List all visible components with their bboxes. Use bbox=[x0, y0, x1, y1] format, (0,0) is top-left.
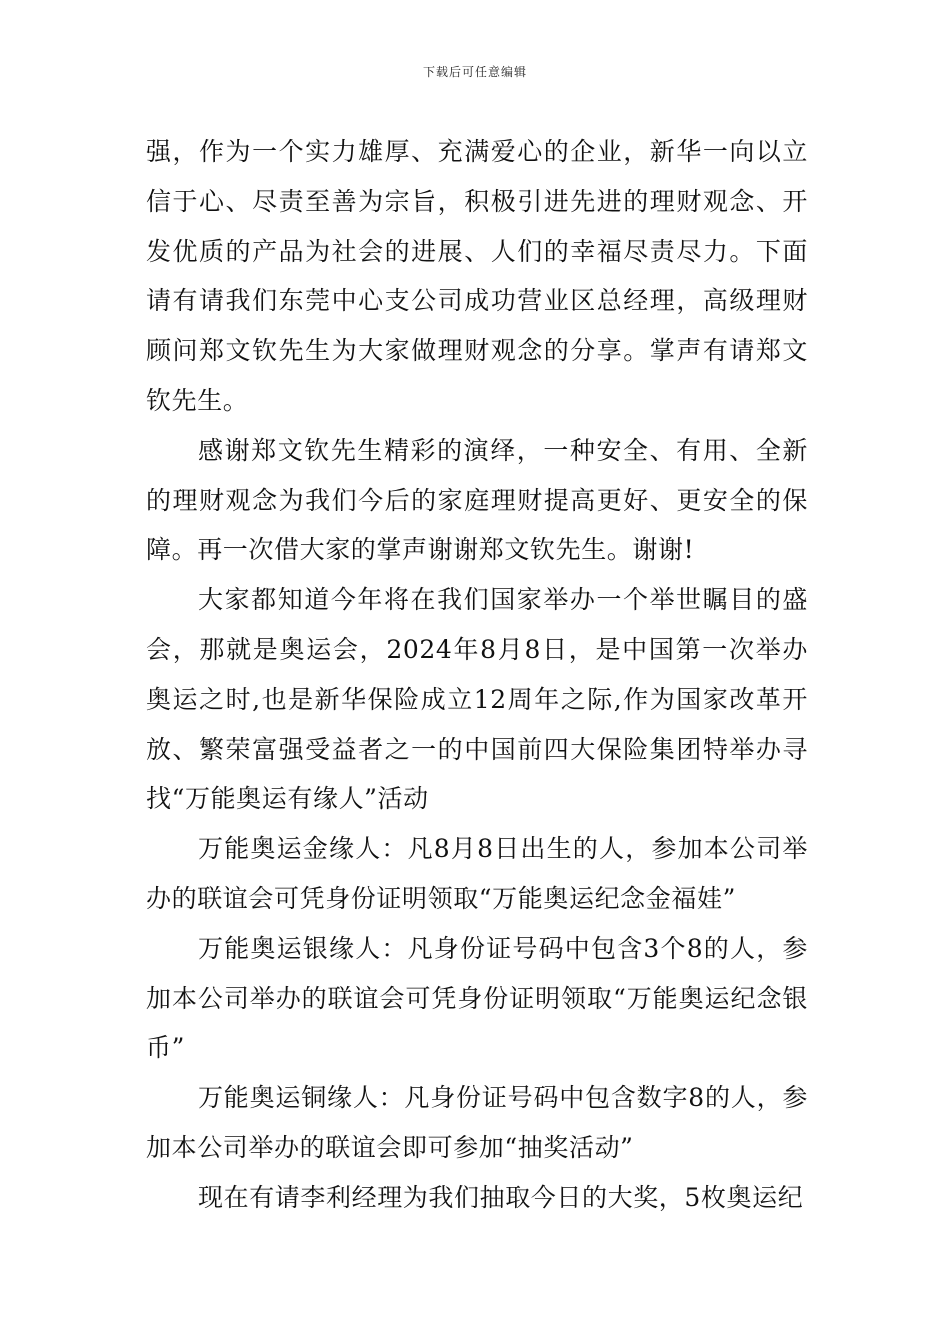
paragraph-continuation: 强，作为一个实力雄厚、充满爱心的企业，新华一向以立信于心、尽责至善为宗旨，积极引进先进的理财观念、开发优质的产品为社会的进展、人们的幸福尽责尽力。下面请有请我们东莞中心支公司成功营业区总经理，高级理财顾问郑文钦先生为大家做理财观念的分享。掌声有请郑文钦先生。 bbox=[146, 137, 808, 415]
page-header: 下载后可任意编辑 bbox=[422, 65, 527, 79]
paragraph-gold: 万能奥运金缘人：凡8月8日出生的人，参加本公司举办的联谊会可凭身份证明领取“万能奥运纪念金福娃” bbox=[146, 834, 808, 913]
paragraph-lottery: 现在有请李利经理为我们抽取今日的大奖，5枚奥运纪 bbox=[198, 1182, 804, 1212]
paragraph-thanks: 感谢郑文钦先生精彩的演绎，一种安全、有用、全新的理财观念为我们今后的家庭理财提高更好、更安全的保障。再一次借大家的掌声谢谢郑文钦先生。谢谢! bbox=[146, 435, 808, 565]
paragraph-silver: 万能奥运银缘人：凡身份证号码中包含3个8的人，参加本公司举办的联谊会可凭身份证明领取“万能奥运纪念银币” bbox=[146, 933, 808, 1063]
paragraph-bronze: 万能奥运铜缘人：凡身份证号码中包含数字8的人，参加本公司举办的联谊会即可参加“抽奖活动” bbox=[146, 1083, 808, 1162]
document-body bbox=[146, 127, 808, 1223]
paragraph-olympics: 大家都知道今年将在我们国家举办一个举世瞩目的盛会，那就是奥运会，2024年8月8日，是中国第一次举办奥运之时,也是新华保险成立12周年之际,作为国家改革开放、繁荣富强受益者之一的中国前四大保险集团特举办寻找“万能奥运有缘人”活动 bbox=[146, 585, 808, 814]
